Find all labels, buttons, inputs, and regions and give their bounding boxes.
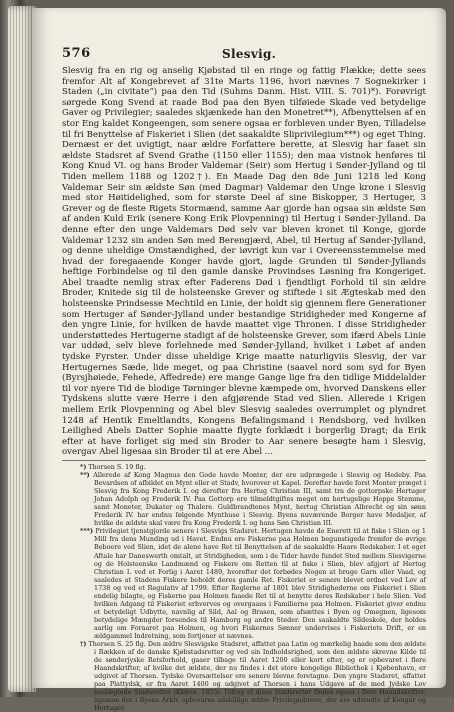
footnote-mark: ***) bbox=[80, 527, 94, 536]
body-text bbox=[62, 66, 426, 458]
footnote-text: Privilegiet tjenstgjorde senere i Slesvigs Stadsret. Hertugen havde de Enerett til at fiske i Slien og 1 Mill fra dens Munding ud i Havet. Endnu ere Fiskerne paa Holmen begunstigede fremfor de øvrige Beboere ved Slien, idet de alene have Ret til Benyttelsen af de saakaldte Haare Redskaber. I et eget Aftale har Daneswerth omtalt, at Stridigheden, som i de Tider havde fundet Sted mellem Slesvigerne og de Holsteenske Landmænd og Fiskere om Retten til at fiske i Slien, blev afgjort af Hertug Christian I. ved et Forlig i Aaret 1489, hvorefter det forbødes Nogen at bruge Garn eller Vaad, og saaledes at Stadens Fiskere beholdt deres gamle Ret. Fiskeriet er senere blevet ordnet ved Lov af 1738 og ved et Regulativ af 1799. Efter Reglerne af 1801 blev Stridighederne om Fiskeriet i Slien endelig bilagte, og Fiskerne paa Holmen faaede Ret til at benytte deres Redskaber i hele Slien. Ved hvilken Adgang til Fiskeriet erhverves og overgaaes i Familierne paa Holmen. Fiskeriet giver endnu et betydeligt Udbytte, navnlig af Sild, Aal og Brasen, som afsættes i Byen og Omegnen, ligesom betydelige Mængder forsendes til Hamborg og andre Steder. Den saakaldte Sildeskole, der holdes aarlig om Foraaret paa Holmen, og hvori Fiskernes Sønner undervises i Fiskeriets Drift, er en ældgammel Indretning, som fortjener at nævnes. bbox=[94, 527, 426, 640]
footnote-mark: †) bbox=[80, 640, 87, 649]
footnote-text: Allerede af Kong Magnus den Gode havde Monter, der ere udprægede i Slesvig og Hedeby. Paa Bevardsen of afbildet en Mynt eller et Stadv, hvorover et Kapel. Derefter havde forst Monter præget i Slesvig fra Kong Frederik I. og derefter fra Hertug Christian III, samt tra de gottorpske Hertuger Johan Adolph og Frederik IV. Paa Gottorp ere tilmeldtgiftes meget om hertugelige Hoppe Stemme, samt Moneter, Dukater og Thalere. Guldbrandtenes Mynt, hertug Christian Albrecht og sin sønn Frederik IV. har endnu følgende Mynthuse i Slesvig. Byens nuværende Borger have Medaljer, af hvilke de ældste skal være fra Kong Frederik I. og hans Søn Christian III. bbox=[93, 471, 426, 528]
page-header bbox=[62, 46, 422, 64]
footnote-divider bbox=[62, 460, 426, 461]
running-head: Slesvig. bbox=[222, 47, 277, 61]
footnote bbox=[80, 640, 426, 712]
footnote-mark: *) bbox=[80, 463, 87, 471]
footnote bbox=[80, 463, 426, 471]
footnote bbox=[80, 527, 426, 640]
footnote-text: Thorsen S. 25 flg. Den ældre Slesvigske Stadsret, affattet paa Latin og mærkelig baade som den ældste i Rækken af de danske Kjøbstadsretter og ved sin Indholdsrighed, som den ældste skrevne Kilde til de sønderjyske Retsforhold, gaaer tilbage til Aaret 1200 eller kort efter, og er opbevaret i flere Haandskrifter, af hvilke det ældste, der nu findes i det store kongelige Bibliothek i Kjøbenhavn, er udgivet af Thorsen. Tydske Oversættelser ere senere blevne foretagne. Den yngre Stadsret, affattet paa Plattydsk, er fra Aaret 1400 og udgivet af Thorsen i hans Udgave af de med Jydske Lov beslægtede Stadsretter (Kbhvn. 1855). Udtog af disse Stadsretter findes ogsaa i flere Haandskrifter, ligesom der i Byens Arkiv opbevares adskillige ældre Privilegiebreve, der ere udstedte af Konger og Hertuger. bbox=[88, 640, 426, 712]
body-paragraph: Slesvig fra en rig og anselig Kjøbstad til en ringe og fattig Flække; dette sees fremfor Alt af Kongebrevet af 31te Marts 1196, hvori nævnes 7 Sognekirker i Staden („in civitate“) paa den Tid (Suhms Danm. Hist. VIII. S. 701)*). Forøvrigt sørgede Kong Svend at raade Bod paa den Byen tilføiede Skade ved betydelige Gaver og Privilegier; saaledes skjænkede han den Monetret**), Afbenyttelsen af en stor Eng kaldet Kongeengen, som senere ogsaa er forbleven under Byen, Tilladelse til fri Benyttelse af Fiskeriet i Slien (det saakaldte Sliprivilegium***) og eget Thing. Dernæst er det uvigtigt, naar ældre Forfattere berette, at Slesvig har faaet sin ældste Stadsret af Svend Grathe (1150 eller 1155); den maa vistnok henføres til Kong Knud VI. og hans Broder Valdemar (Seir) som Hertug i Sønder-Jylland og til Tiden mellem 1188 og 1202†). En Maade Dag den 8de Juni 1218 led Kong Valdemar Seir sin ældste Søn (med Dagmar) Valdemar den Unge krone i Slesvig med stor Høitidelighed, som for største Deel af sine Biskopper, 3 Hertuger, 3 Grever og de fleste Rigets Stormænd, samme Aar gjorde han ogsaa sin ældste Søn af anden Kuld Erik (senere Kong Erik Plovpenning) til Hertug i Sønder-Jylland. Da denne efter den unge Valdemars Død selv var bleven kronet til Konge, gjorde Valdemar 1232 sin anden Søn med Berengjærd, Abel, til Hertug af Sønder-Jylland, og denne uheldige Omstændighed, der iøvrigt kun var i Overeensstemmelse med hvad der foregaaende Konger havde gjort, lagde Grunden til Sønder-Jyllands heftige Forbindelse og til den gamle danske Provindses Løsning fra Kongeriget. Abel traadte nemlig strax efter Faderens Død i fjendtligt Forhold til sin ældre Broder, Knitede sig til de holsteenske Grever og stiftede i sit Ægteskab med den holsteenske Prindsesse Mechtild en Linie, der holdt sig gjennem flere Generationer som Hertuger af Sønder-Jylland under bestandige Stridigheder med Kongerne af den yngre Linie, for hvilken de havde maattet vige Thronen. I disse Stridigheder understøttedes Hertugerne stadigt af de holsteenske Grever, som ifærd Abels Linie var uddød, selv bleve forlehnede med Sønder-Jylland, hvilket i Løbet af anden tydske Fyrster. Under disse uheldige Krige maatte naturligviis Slesvig, der var Hertugernes Sæde, lide meget, og paa Christine (saavel nord som syd for Byen (Byrsjhøiede, Fehede, Affedrede) ere mange Gange lige fra den tidlige Middelalder til vor nyere Tid de blodige Tørninger blevne kæmpede om, hvorved Danskens eller Tydskens slutte være Herre i den afgjørende Stad ved Slien. Allerede i Krigen mellem Erik Plovpenning og Abel blev Slesvig saaledes overrumplet og plyndret 1248 af Hentik Emeltlandts, Kongens Befalingsmand i Rendsborg, ved hvilken Leilighed Abels Datter Sophie maatte flygte forklædt i borgerlig Dragt; da Erik efter at have forliget sig med sin Broder to Aar senere besøgte ham i Slesvig, overgav Abel ligesaa sin Broder til at ere Abel ... bbox=[62, 66, 426, 458]
footnote-mark: **) bbox=[80, 471, 90, 480]
footnote-text: Thorsen S. 19 flg. bbox=[88, 463, 146, 471]
page-number: 576 bbox=[62, 46, 91, 61]
footnote bbox=[80, 471, 426, 527]
footnotes bbox=[80, 463, 426, 712]
page bbox=[32, 8, 446, 712]
